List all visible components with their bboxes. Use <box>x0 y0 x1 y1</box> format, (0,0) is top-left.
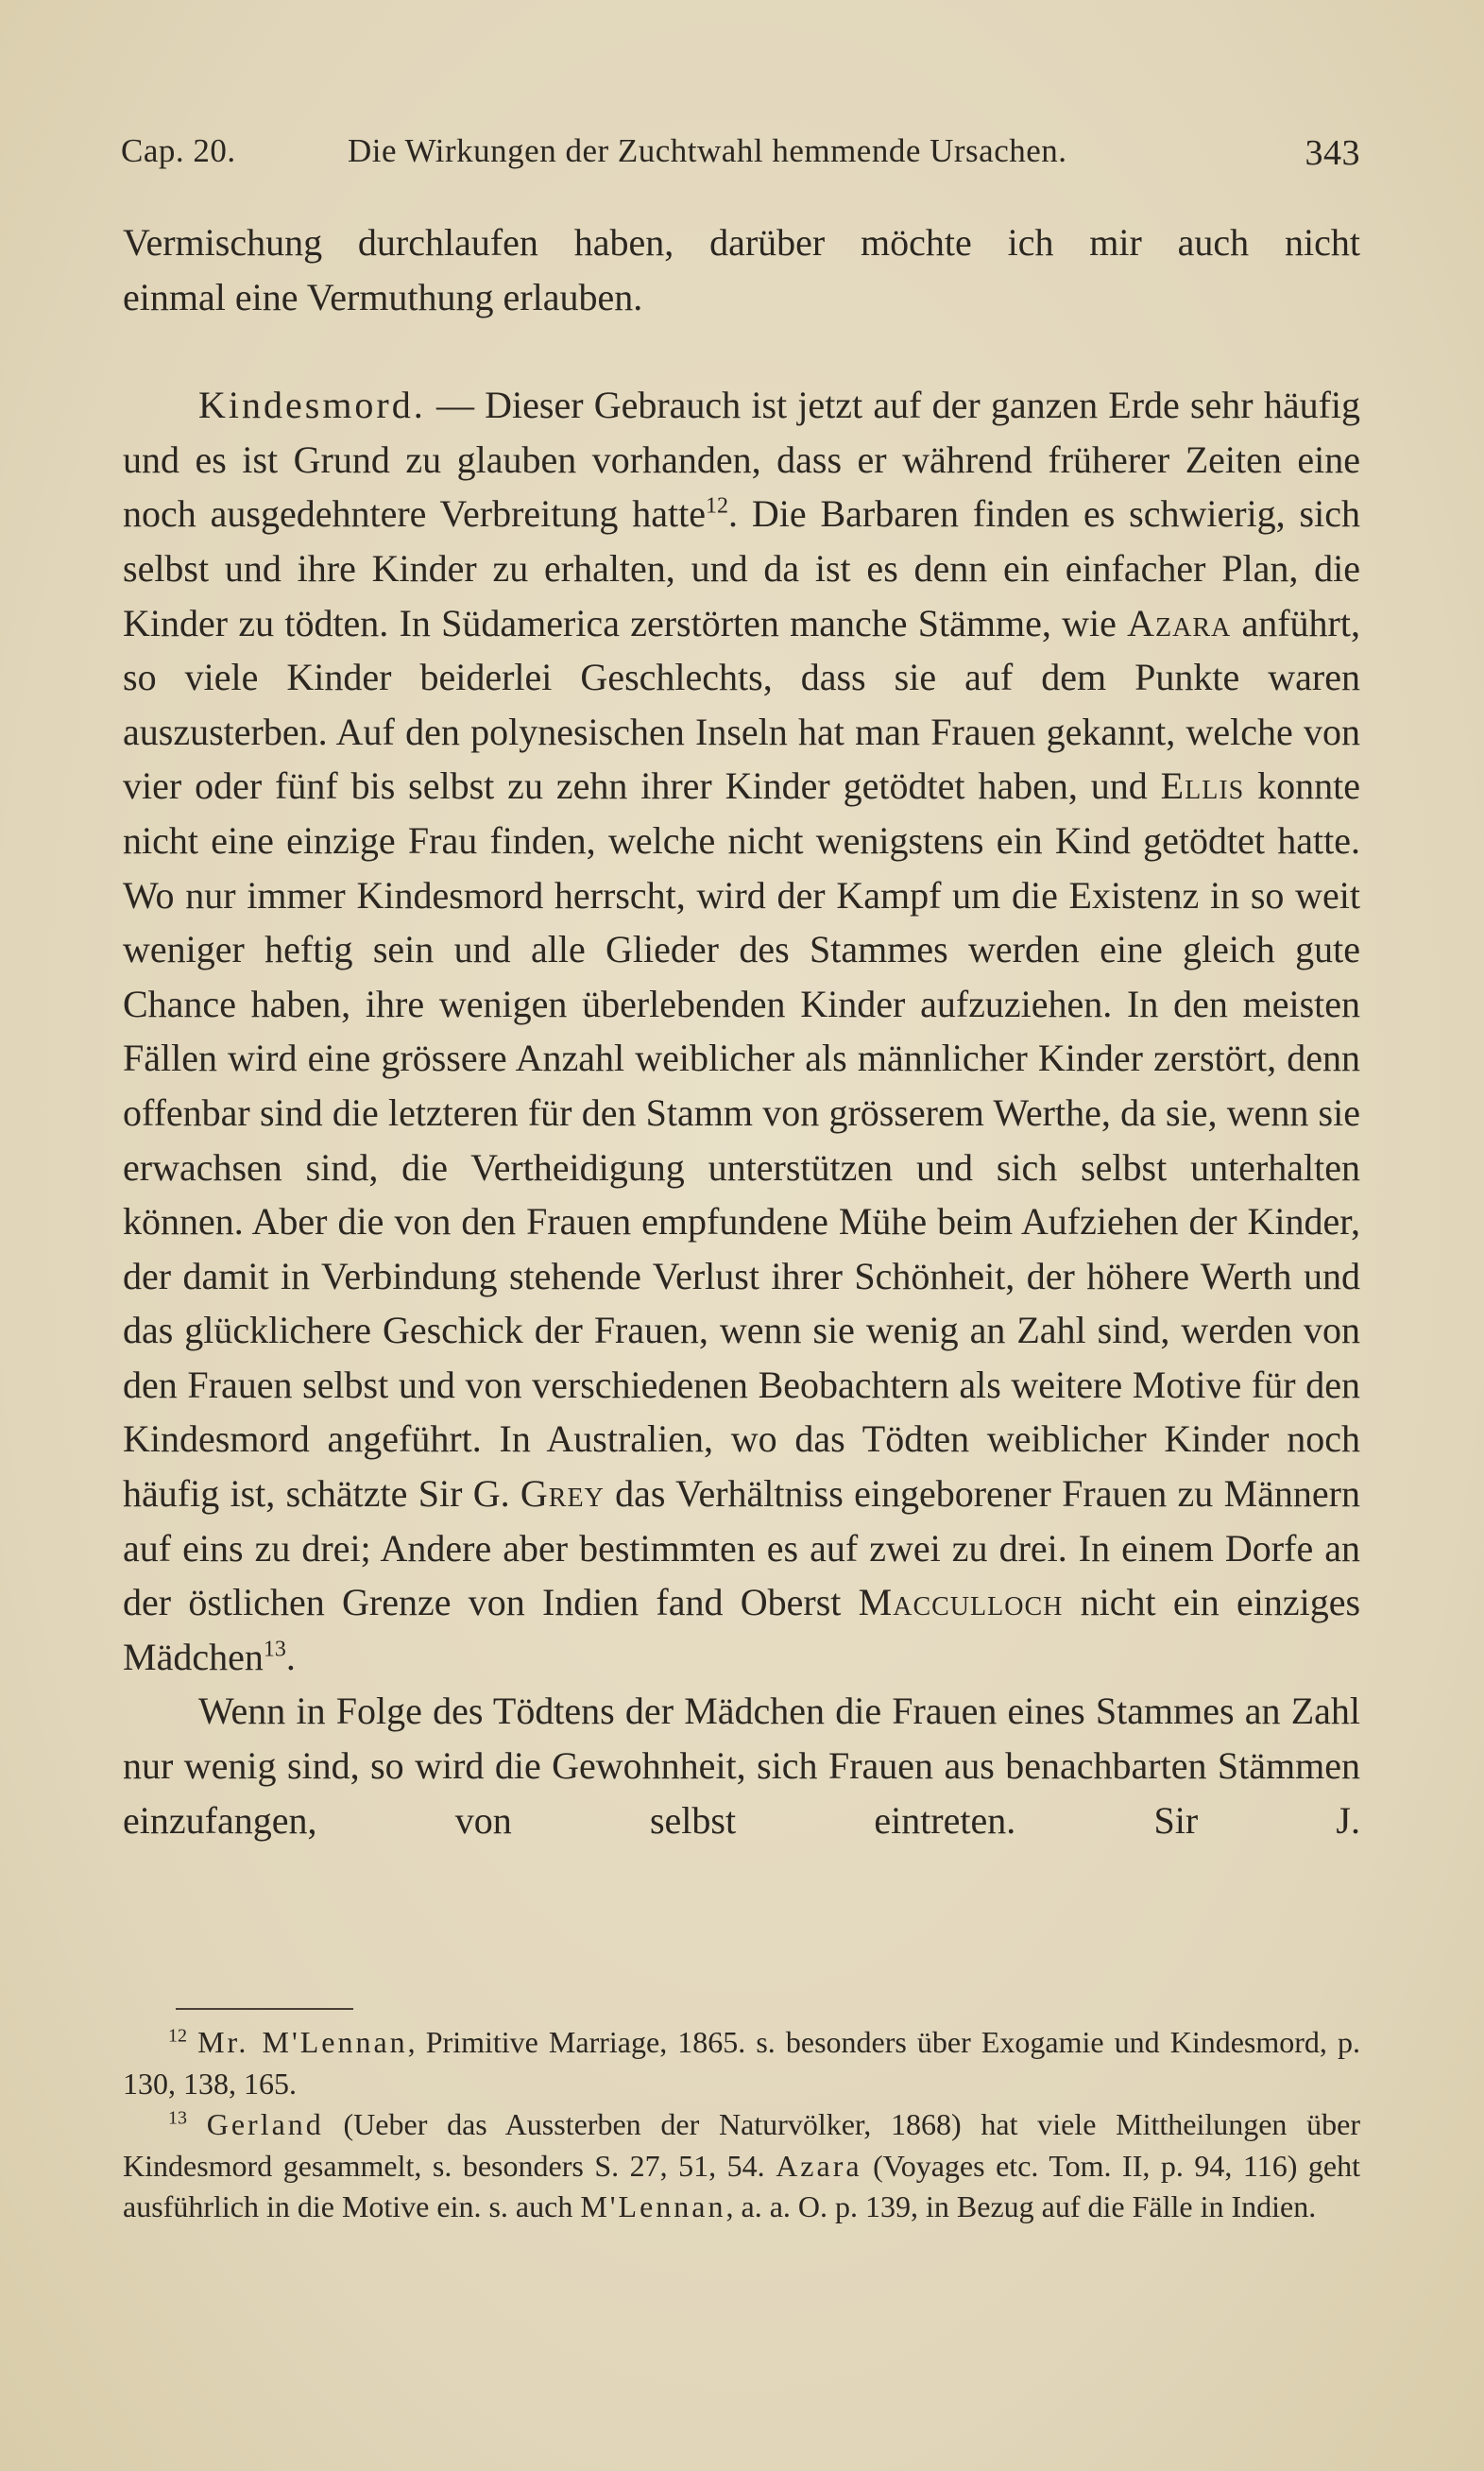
text-run: , a. a. O. p. 139, in Bezug auf die Fälle in Indien. <box>725 2189 1317 2223</box>
author-name: Mr. M'Lennan <box>197 2025 408 2059</box>
footnote-rule <box>176 2008 353 2010</box>
text-run: anführt, so viele Kinder beiderlei Geschlechts, dass sie auf dem Punkte waren auszusterben. Auf den polynesischen Inseln hat man Frauen gekannt, welche von vier oder fünf bis selbst zu zehn ihrer Kinder getödtet haben, und <box>123 601 1360 808</box>
footnote-ref-13: 13 <box>263 1637 286 1662</box>
paragraph-gap <box>123 324 1360 378</box>
footnote-13 <box>123 2104 1360 2228</box>
author-name: M'Lennan <box>580 2189 726 2223</box>
main-text <box>123 215 1360 1847</box>
author-name: Ellis <box>1160 764 1245 808</box>
text-run: . Die Barbaren finden es schwierig, sich selbst und ihre Kinder zu erhalten, und da ist es denn ein einfacher Plan, die Kinder zu tödten. In Südamerica zerstörten manche Stämme, wie <box>123 492 1360 644</box>
text-run: . <box>285 1635 296 1678</box>
paragraph-wenn: Wenn in Folge des Tödtens der Mädchen die Frauen eines Stammes an Zahl nur wenig sind, so wird die Gewohnheit, sich Frauen aus benachbarten Stämmen einzufangen, von selbst eintreten. Sir J. <box>123 1690 1360 1842</box>
chapter-label: Cap. 20. <box>121 132 236 169</box>
footnote-ref-12: 12 <box>705 494 728 520</box>
text-run: (Ueber das Aussterben der Naturvölker, 1868) hat viele Mittheilungen über Kindesmord gesammelt, s. besonders S. 27, 51, 54. <box>123 2107 1361 2183</box>
paragraph-kindesmord <box>123 378 1360 1684</box>
footnote-mark: 13 <box>168 2107 187 2129</box>
text-run: (Voyages etc. Tom. II, p. 94, 116) geht ausführlich in die Motive ein. s. auch <box>123 2148 1360 2223</box>
author-name: Azara <box>1127 601 1232 644</box>
paragraph-continued-line-1: Vermischung durchlaufen haben, darüber möchte ich mir auch nicht <box>123 221 1360 264</box>
footnote-mark: 12 <box>168 2025 187 2047</box>
paragraph-continued-line-2: einmal eine Vermuthung erlauben. <box>123 275 643 318</box>
text-run: nicht ein einziges Mädchen <box>123 1581 1361 1678</box>
text-run: das Verhältniss eingeborener Frauen zu Männern auf eins zu drei; Andere aber bestimmten es auf zwei zu drei. In einem Dorfe an der östlichen Grenze von Indien fand Oberst <box>123 1472 1360 1624</box>
running-header <box>121 132 1360 180</box>
text-run: , Primitive Marriage, 1865. s. besonders über Exogamie und Kindesmord, p. 130, 138, 165. <box>123 2025 1361 2101</box>
text-run: — Dieser Gebrauch ist jetzt auf der ganzen Erde sehr häufig und es ist Grund zu glauben vorhanden, dass er während früherer Zeiten eine noch ausgedehntere Verbreitung hatte <box>123 384 1360 536</box>
author-name: Gerland <box>206 2107 324 2141</box>
footnotes <box>123 2022 1360 2228</box>
running-title: Die Wirkungen der Zuchtwahl hemmende Ursachen. <box>348 132 1067 169</box>
page-number: 343 <box>1305 133 1360 173</box>
author-name: Azara <box>776 2148 862 2183</box>
footnote-12 <box>123 2022 1360 2104</box>
author-name: Grey <box>520 1472 605 1516</box>
author-name: Macculloch <box>858 1581 1064 1624</box>
section-heading: Kindesmord. <box>198 384 426 427</box>
text-run: konnte nicht eine einzige Frau finden, welche nicht wenigstens ein Kind getödtet hatte. Wo nur immer Kindesmord herrscht, wird der Kampf um die Existenz in so weit weniger heftig sein und alle Glieder des Stammes werden eine gleich gute Chance haben, ihre wenigen überlebenden Kinder aufzuziehen. In den meisten Fällen wird eine grössere Anzahl weiblicher als männlicher Kinder zerstört, denn offenbar sind die letzteren für den Stamm von grösserem Werthe, da sie, wenn sie erwachsen sind, die Vertheidigung unterstützen und sich selbst unterhalten können. Aber die von den Frauen empfundene Mühe beim Aufziehen der Kinder, der damit in Verbindung stehende Verlust ihrer Schönheit, der höhere Werth und das glücklichere Geschick der Frauen, wenn sie wenig an Zahl sind, werden von den Frauen selbst und von verschiedenen Beobachtern als weitere Motive für den Kindesmord angeführt. In Australien, wo das Tödten weiblicher Kinder noch häufig ist, schätzte Sir G. <box>123 764 1360 1516</box>
